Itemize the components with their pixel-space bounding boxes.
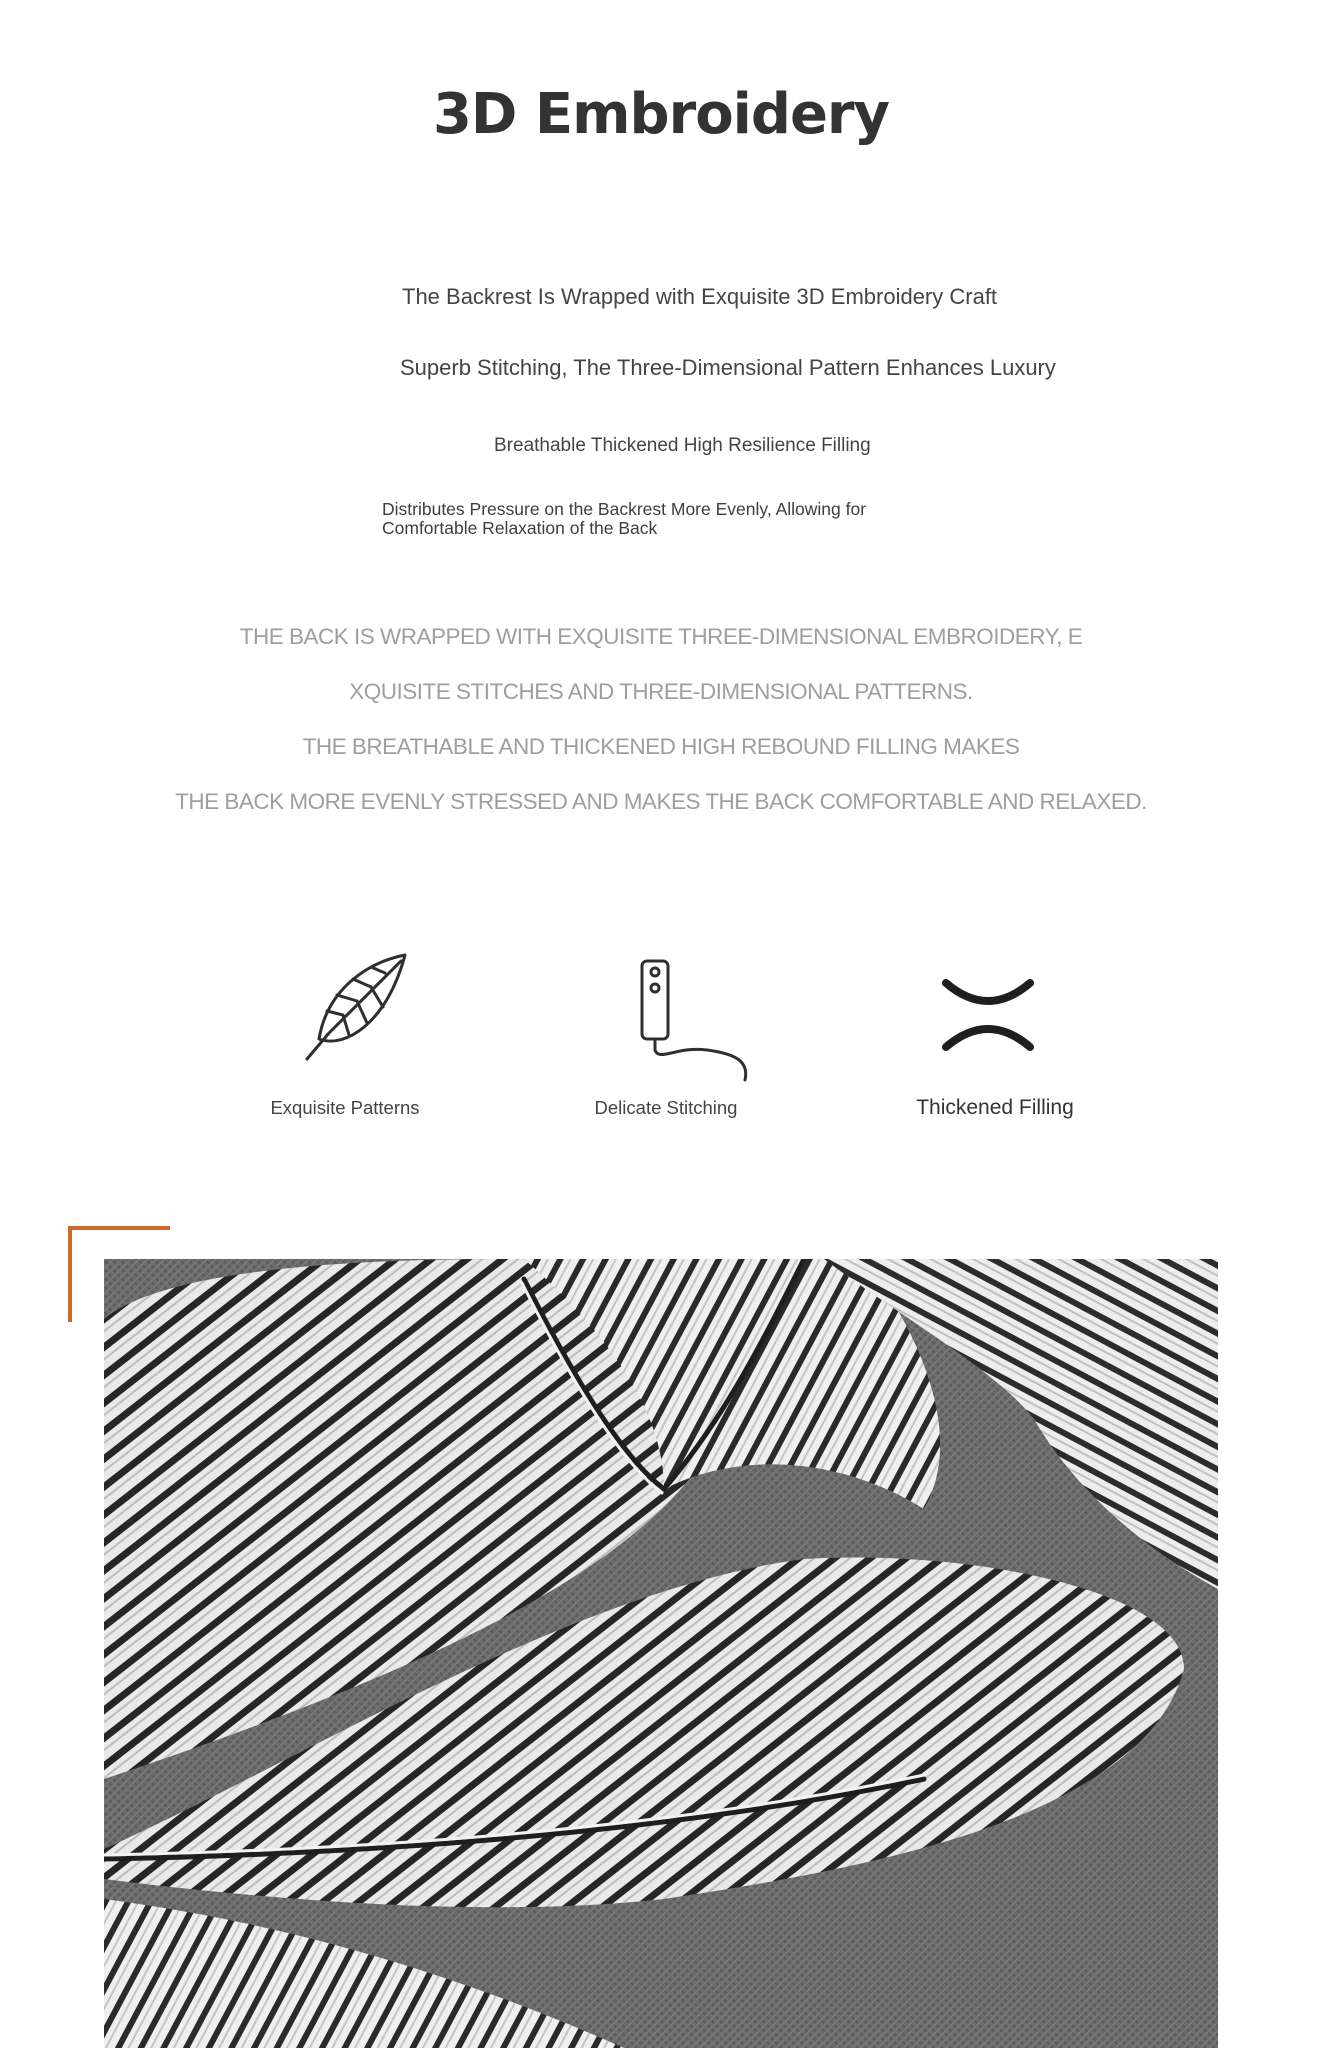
description-line-1: The Backrest Is Wrapped with Exquisite 3D Embroidery Craft <box>402 284 998 309</box>
needle-thread-icon <box>637 958 752 1083</box>
description-line-2: Superb Stitching, The Three-Dimensional Pattern Enhances Luxury <box>400 355 1056 380</box>
page-title: 3D Embroidery <box>432 82 890 147</box>
feature-label-stitching: Delicate Stitching <box>594 1097 738 1118</box>
caps-text-line-3: THE BREATHABLE AND THICKENED HIGH REBOUND FILLING MAKES <box>302 734 1020 759</box>
caps-text-line-2: XQUISITE STITCHES AND THREE-DIMENSIONAL PATTERNS. <box>349 679 973 704</box>
feature-label-filling: Thickened Filling <box>916 1096 1074 1119</box>
leaf-embroidery-pattern-image <box>104 1259 1218 2048</box>
caps-text-line-1: THE BACK IS WRAPPED WITH EXQUISITE THREE-DIMENSIONAL EMBROIDERY, E <box>239 624 1083 649</box>
description-line-4: Distributes Pressure on the Backrest More Evenly, Allowing for Comfortable Relaxation of the Back <box>382 499 867 538</box>
description-line-3: Breathable Thickened High Resilience Filling <box>494 435 871 456</box>
cushion-arcs-icon <box>941 977 1035 1053</box>
leaf-icon <box>305 953 415 1063</box>
feature-label-patterns: Exquisite Patterns <box>270 1097 420 1118</box>
caps-text-line-4: THE BACK MORE EVENLY STRESSED AND MAKES THE BACK COMFORTABLE AND RELAXED. <box>175 789 1147 814</box>
embroidery-fabric-photo <box>104 1259 1218 2048</box>
